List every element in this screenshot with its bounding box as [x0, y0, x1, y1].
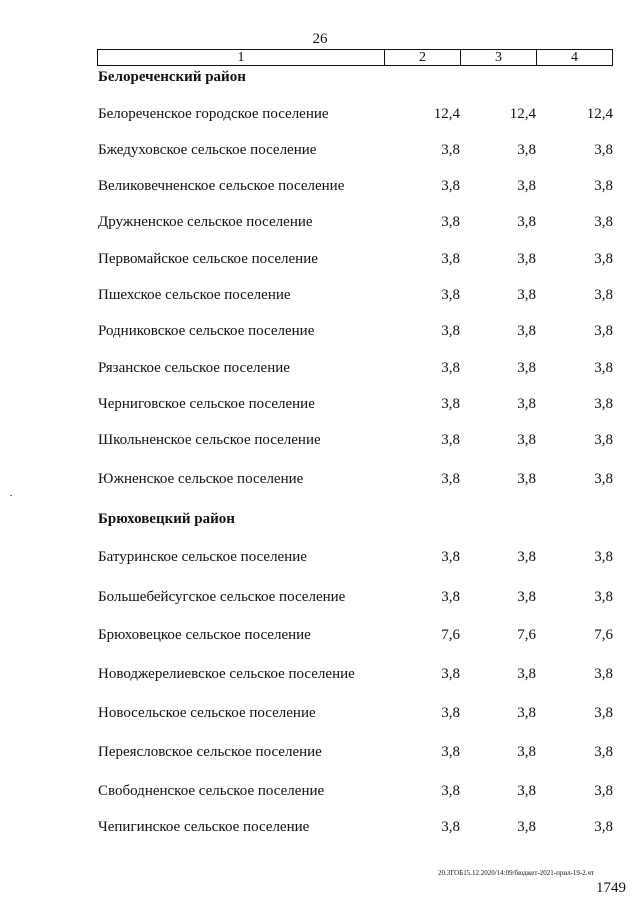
settlement-name: Дружненское сельское поселение — [98, 214, 313, 230]
value-col-4: 3,8 — [594, 819, 613, 835]
value-col-2: 3,8 — [441, 666, 460, 682]
value-col-3: 3,8 — [517, 819, 536, 835]
sheet-number: 1749 — [596, 880, 626, 896]
table-row — [97, 744, 617, 764]
table-row — [97, 666, 617, 686]
column-header-1: 1 — [98, 50, 385, 65]
column-header-4: 4 — [571, 50, 578, 65]
value-col-3: 3,8 — [517, 360, 536, 376]
value-col-4: 3,8 — [594, 432, 613, 448]
settlement-name: Южненское сельское поселение — [98, 471, 304, 487]
value-col-3: 3,8 — [517, 666, 536, 682]
value-col-4: 3,8 — [594, 214, 613, 230]
value-col-2: 3,8 — [441, 142, 460, 158]
district-title: Белореченский район — [98, 69, 246, 85]
value-col-3: 3,8 — [517, 251, 536, 267]
value-col-4: 3,8 — [594, 783, 613, 799]
value-col-4: 3,8 — [594, 549, 613, 565]
column-header-3: 3 — [461, 50, 537, 65]
value-col-3: 3,8 — [517, 744, 536, 760]
table-row — [97, 396, 617, 416]
column-header-2: 2 — [385, 50, 461, 65]
table-row — [97, 178, 617, 198]
table-row — [97, 360, 617, 380]
settlement-name: Родниковское сельское поселение — [98, 323, 315, 339]
value-col-4: 3,8 — [594, 589, 613, 605]
value-col-3: 3,8 — [517, 396, 536, 412]
value-col-2: 12,4 — [433, 106, 460, 122]
value-col-3: 3,8 — [517, 287, 536, 303]
value-col-3: 3,8 — [517, 432, 536, 448]
value-col-4: 7,6 — [594, 627, 613, 643]
table-row — [97, 471, 617, 491]
settlement-name: Батуринское сельское поселение — [98, 549, 307, 565]
table-row — [97, 432, 617, 452]
page-number: 26 — [312, 31, 328, 47]
value-col-2: 3,8 — [441, 819, 460, 835]
value-col-3: 7,6 — [517, 627, 536, 643]
settlement-name: Великовечненское сельское поселение — [98, 178, 345, 194]
value-col-4: 3,8 — [594, 705, 613, 721]
settlement-name: Новосельское сельское поселение — [98, 705, 316, 721]
value-col-3: 3,8 — [517, 142, 536, 158]
table-row — [97, 106, 617, 126]
value-col-2: 3,8 — [441, 323, 460, 339]
value-col-3: 3,8 — [517, 214, 536, 230]
value-col-4: 3,8 — [594, 744, 613, 760]
settlement-name: Большебейсугское сельское поселение — [98, 589, 346, 605]
value-col-2: 3,8 — [441, 360, 460, 376]
value-col-2: 3,8 — [441, 432, 460, 448]
value-col-2: 3,8 — [441, 589, 460, 605]
settlement-name: Свободненское сельское поселение — [98, 783, 325, 799]
table-row — [97, 142, 617, 162]
value-col-3: 3,8 — [517, 705, 536, 721]
value-col-2: 3,8 — [441, 471, 460, 487]
value-col-2: 7,6 — [441, 627, 460, 643]
value-col-3: 3,8 — [517, 178, 536, 194]
value-col-2: 3,8 — [441, 744, 460, 760]
value-col-4: 3,8 — [594, 142, 613, 158]
value-col-4: 3,8 — [594, 178, 613, 194]
table-row — [97, 549, 617, 569]
value-col-2: 3,8 — [441, 214, 460, 230]
value-col-4: 12,4 — [586, 106, 613, 122]
value-col-3: 12,4 — [509, 106, 536, 122]
table-row — [97, 627, 617, 647]
value-col-2: 3,8 — [441, 549, 460, 565]
column-header-row — [97, 49, 613, 66]
value-col-4: 3,8 — [594, 471, 613, 487]
settlement-name: Переясловское сельское поселение — [98, 744, 322, 760]
table-row — [97, 705, 617, 725]
value-col-4: 3,8 — [594, 666, 613, 682]
table-row — [97, 589, 617, 609]
value-col-3: 3,8 — [517, 549, 536, 565]
value-col-2: 3,8 — [441, 783, 460, 799]
table-row — [97, 214, 617, 234]
value-col-4: 3,8 — [594, 287, 613, 303]
value-col-4: 3,8 — [594, 360, 613, 376]
table-row — [97, 819, 617, 839]
settlement-name: Чепигинское сельское поселение — [98, 819, 310, 835]
value-col-3: 3,8 — [517, 589, 536, 605]
settlement-name: Рязанское сельское поселение — [98, 360, 290, 376]
table-row — [97, 783, 617, 803]
value-col-3: 3,8 — [517, 323, 536, 339]
settlement-name: Пшехское сельское поселение — [98, 287, 291, 303]
settlement-name: Белореченское городское поселение — [98, 106, 329, 122]
value-col-4: 3,8 — [594, 251, 613, 267]
table-row — [97, 323, 617, 343]
value-col-4: 3,8 — [594, 323, 613, 339]
settlement-name: Черниговское сельское поселение — [98, 396, 315, 412]
value-col-2: 3,8 — [441, 705, 460, 721]
value-col-2: 3,8 — [441, 178, 460, 194]
table-row — [97, 251, 617, 271]
scan-speck — [10, 495, 12, 496]
value-col-4: 3,8 — [594, 396, 613, 412]
footer-code: 20.3ГОБ15.12.2020/14:09/бюджет-2021-прил-19-2.чт — [438, 869, 595, 877]
settlement-name: Школьненское сельское поселение — [98, 432, 321, 448]
value-col-2: 3,8 — [441, 251, 460, 267]
settlement-name: Первомайское сельское поселение — [98, 251, 318, 267]
value-col-3: 3,8 — [517, 471, 536, 487]
settlement-name: Новоджерелиевское сельское поселение — [98, 666, 355, 682]
settlement-name: Брюховецкое сельское поселение — [98, 627, 311, 643]
value-col-2: 3,8 — [441, 396, 460, 412]
table-row — [97, 287, 617, 307]
settlement-name: Бжедуховское сельское поселение — [98, 142, 317, 158]
value-col-2: 3,8 — [441, 287, 460, 303]
value-col-3: 3,8 — [517, 783, 536, 799]
district-title: Брюховецкий район — [98, 511, 235, 527]
